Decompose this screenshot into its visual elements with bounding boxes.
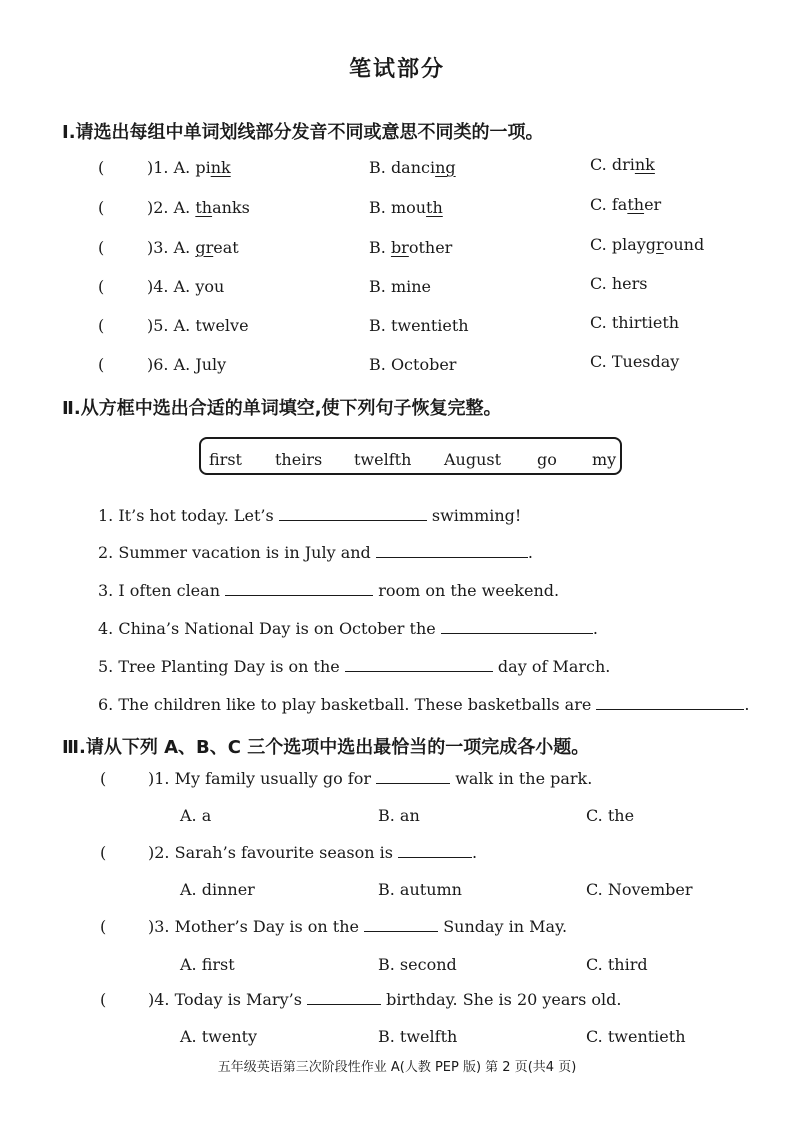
question-number: )4. A. — [147, 277, 191, 296]
answer-paren[interactable]: ( — [100, 990, 107, 1009]
word-bank-item: twelfth — [354, 450, 412, 469]
option-c: C. third — [586, 955, 648, 974]
question-number: )3. A. — [147, 238, 191, 257]
fill-sentence-5: 5. Tree Planting Day is on the day of March. — [98, 657, 611, 676]
option-a: )2. A. thanks — [147, 198, 250, 217]
fill-sentence-2: 2. Summer vacation is in July and . — [98, 543, 533, 562]
answer-blank[interactable] — [307, 990, 381, 1005]
option-c: C. the — [586, 806, 635, 825]
option-a: A. a — [180, 806, 212, 825]
underlined-part: nk — [210, 158, 231, 177]
underlined-part: gr — [195, 238, 214, 257]
page-title: 笔试部分 — [348, 57, 445, 82]
fill-sentence-3: 3. I often clean room on the weekend. — [98, 581, 560, 600]
answer-blank[interactable] — [345, 657, 493, 672]
answer-paren[interactable]: ( — [98, 198, 105, 217]
question-number: )1. — [148, 769, 170, 788]
option-a: )3. A. great — [147, 238, 239, 257]
answer-paren[interactable]: ( — [100, 843, 107, 862]
question-number: )2. A. — [147, 198, 191, 217]
option-c: C. playground — [590, 235, 705, 254]
fill-sentence-6: 6. The children like to play basketball. These basketballs are . — [98, 695, 750, 714]
word-bank-item: go — [537, 450, 557, 469]
answer-paren[interactable]: ( — [98, 316, 105, 335]
answer-blank[interactable] — [279, 506, 427, 521]
answer-paren[interactable]: ( — [98, 355, 105, 374]
answer-paren[interactable]: ( — [98, 238, 105, 257]
underlined-part: th — [426, 198, 443, 217]
section-2-heading: Ⅱ.从方框中选出合适的单词填空,使下列句子恢复完整。 — [62, 398, 502, 419]
option-c: C. November — [586, 880, 693, 899]
fill-sentence-1: 1. It’s hot today. Let’s swimming! — [98, 506, 522, 525]
option-b: B. mouth — [369, 198, 443, 217]
section-1-heading: Ⅰ.请选出每组中单词划线部分发音不同或意思不同类的一项。 — [62, 122, 544, 143]
underlined-part: ng — [435, 158, 456, 177]
option-c: C. Tuesday — [590, 352, 680, 371]
question-number: )1. A. — [147, 158, 191, 177]
word-bank-item: first — [209, 450, 242, 469]
option-a: )4. A. you — [147, 277, 225, 296]
page-footer: 五年级英语第三次阶段性作业 A(人教 PEP 版) 第 2 页(共4 页) — [217, 1060, 577, 1075]
question-number: )2. — [148, 843, 170, 862]
fill-sentence-4: 4. China’s National Day is on October the . — [98, 619, 598, 638]
question-number: )4. — [148, 990, 170, 1009]
option-a: A. twenty — [180, 1027, 258, 1046]
option-c: C. drink — [590, 155, 655, 174]
question-stem: )3. Mother’s Day is on the Sunday in May. — [148, 917, 568, 936]
option-b: B. twentieth — [369, 316, 469, 335]
option-b: B. brother — [369, 238, 453, 257]
answer-paren[interactable]: ( — [100, 769, 107, 788]
question-stem: )1. My family usually go for walk in the park. — [148, 769, 593, 788]
question-number: )3. — [148, 917, 170, 936]
answer-paren[interactable]: ( — [98, 158, 105, 177]
underlined-part: r — [656, 235, 664, 254]
option-b: B. mine — [369, 277, 431, 296]
option-c: C. hers — [590, 274, 648, 293]
answer-blank[interactable] — [364, 917, 438, 932]
option-b: B. an — [378, 806, 420, 825]
underlined-part: br — [390, 238, 409, 257]
option-a: )5. A. twelve — [147, 316, 249, 335]
answer-blank[interactable] — [376, 769, 450, 784]
word-bank-item: theirs — [275, 450, 323, 469]
option-b: B. twelfth — [378, 1027, 458, 1046]
answer-blank[interactable] — [596, 695, 744, 710]
underlined-part: th — [195, 198, 213, 217]
question-stem: )2. Sarah’s favourite season is . — [148, 843, 478, 862]
answer-blank[interactable] — [376, 543, 528, 558]
answer-blank[interactable] — [441, 619, 593, 634]
answer-blank[interactable] — [225, 581, 373, 596]
word-bank-item: August — [444, 450, 502, 469]
question-number: )5. A. — [147, 316, 191, 335]
underlined-part: nk — [634, 155, 655, 174]
option-b: B. second — [378, 955, 457, 974]
section-3-heading: Ⅲ.请从下列 A、B、C 三个选项中选出最恰当的一项完成各小题。 — [62, 737, 590, 758]
option-a: )1. A. pink — [147, 158, 231, 177]
option-a: A. first — [180, 955, 235, 974]
question-stem: )4. Today is Mary’s birthday. She is 20 years old. — [148, 990, 622, 1009]
question-number: )6. A. — [147, 355, 191, 374]
option-b: B. autumn — [378, 880, 462, 899]
answer-blank[interactable] — [398, 843, 472, 858]
option-c: C. thirtieth — [590, 313, 680, 332]
word-bank-item: my — [592, 450, 617, 469]
option-a: A. dinner — [180, 880, 255, 899]
option-c: C. father — [590, 195, 662, 214]
option-a: )6. A. July — [147, 355, 227, 374]
option-b: B. October — [369, 355, 457, 374]
answer-paren[interactable]: ( — [98, 277, 105, 296]
answer-paren[interactable]: ( — [100, 917, 107, 936]
option-c: C. twentieth — [586, 1027, 686, 1046]
underlined-part: th — [627, 195, 645, 214]
option-b: B. dancing — [369, 158, 456, 177]
